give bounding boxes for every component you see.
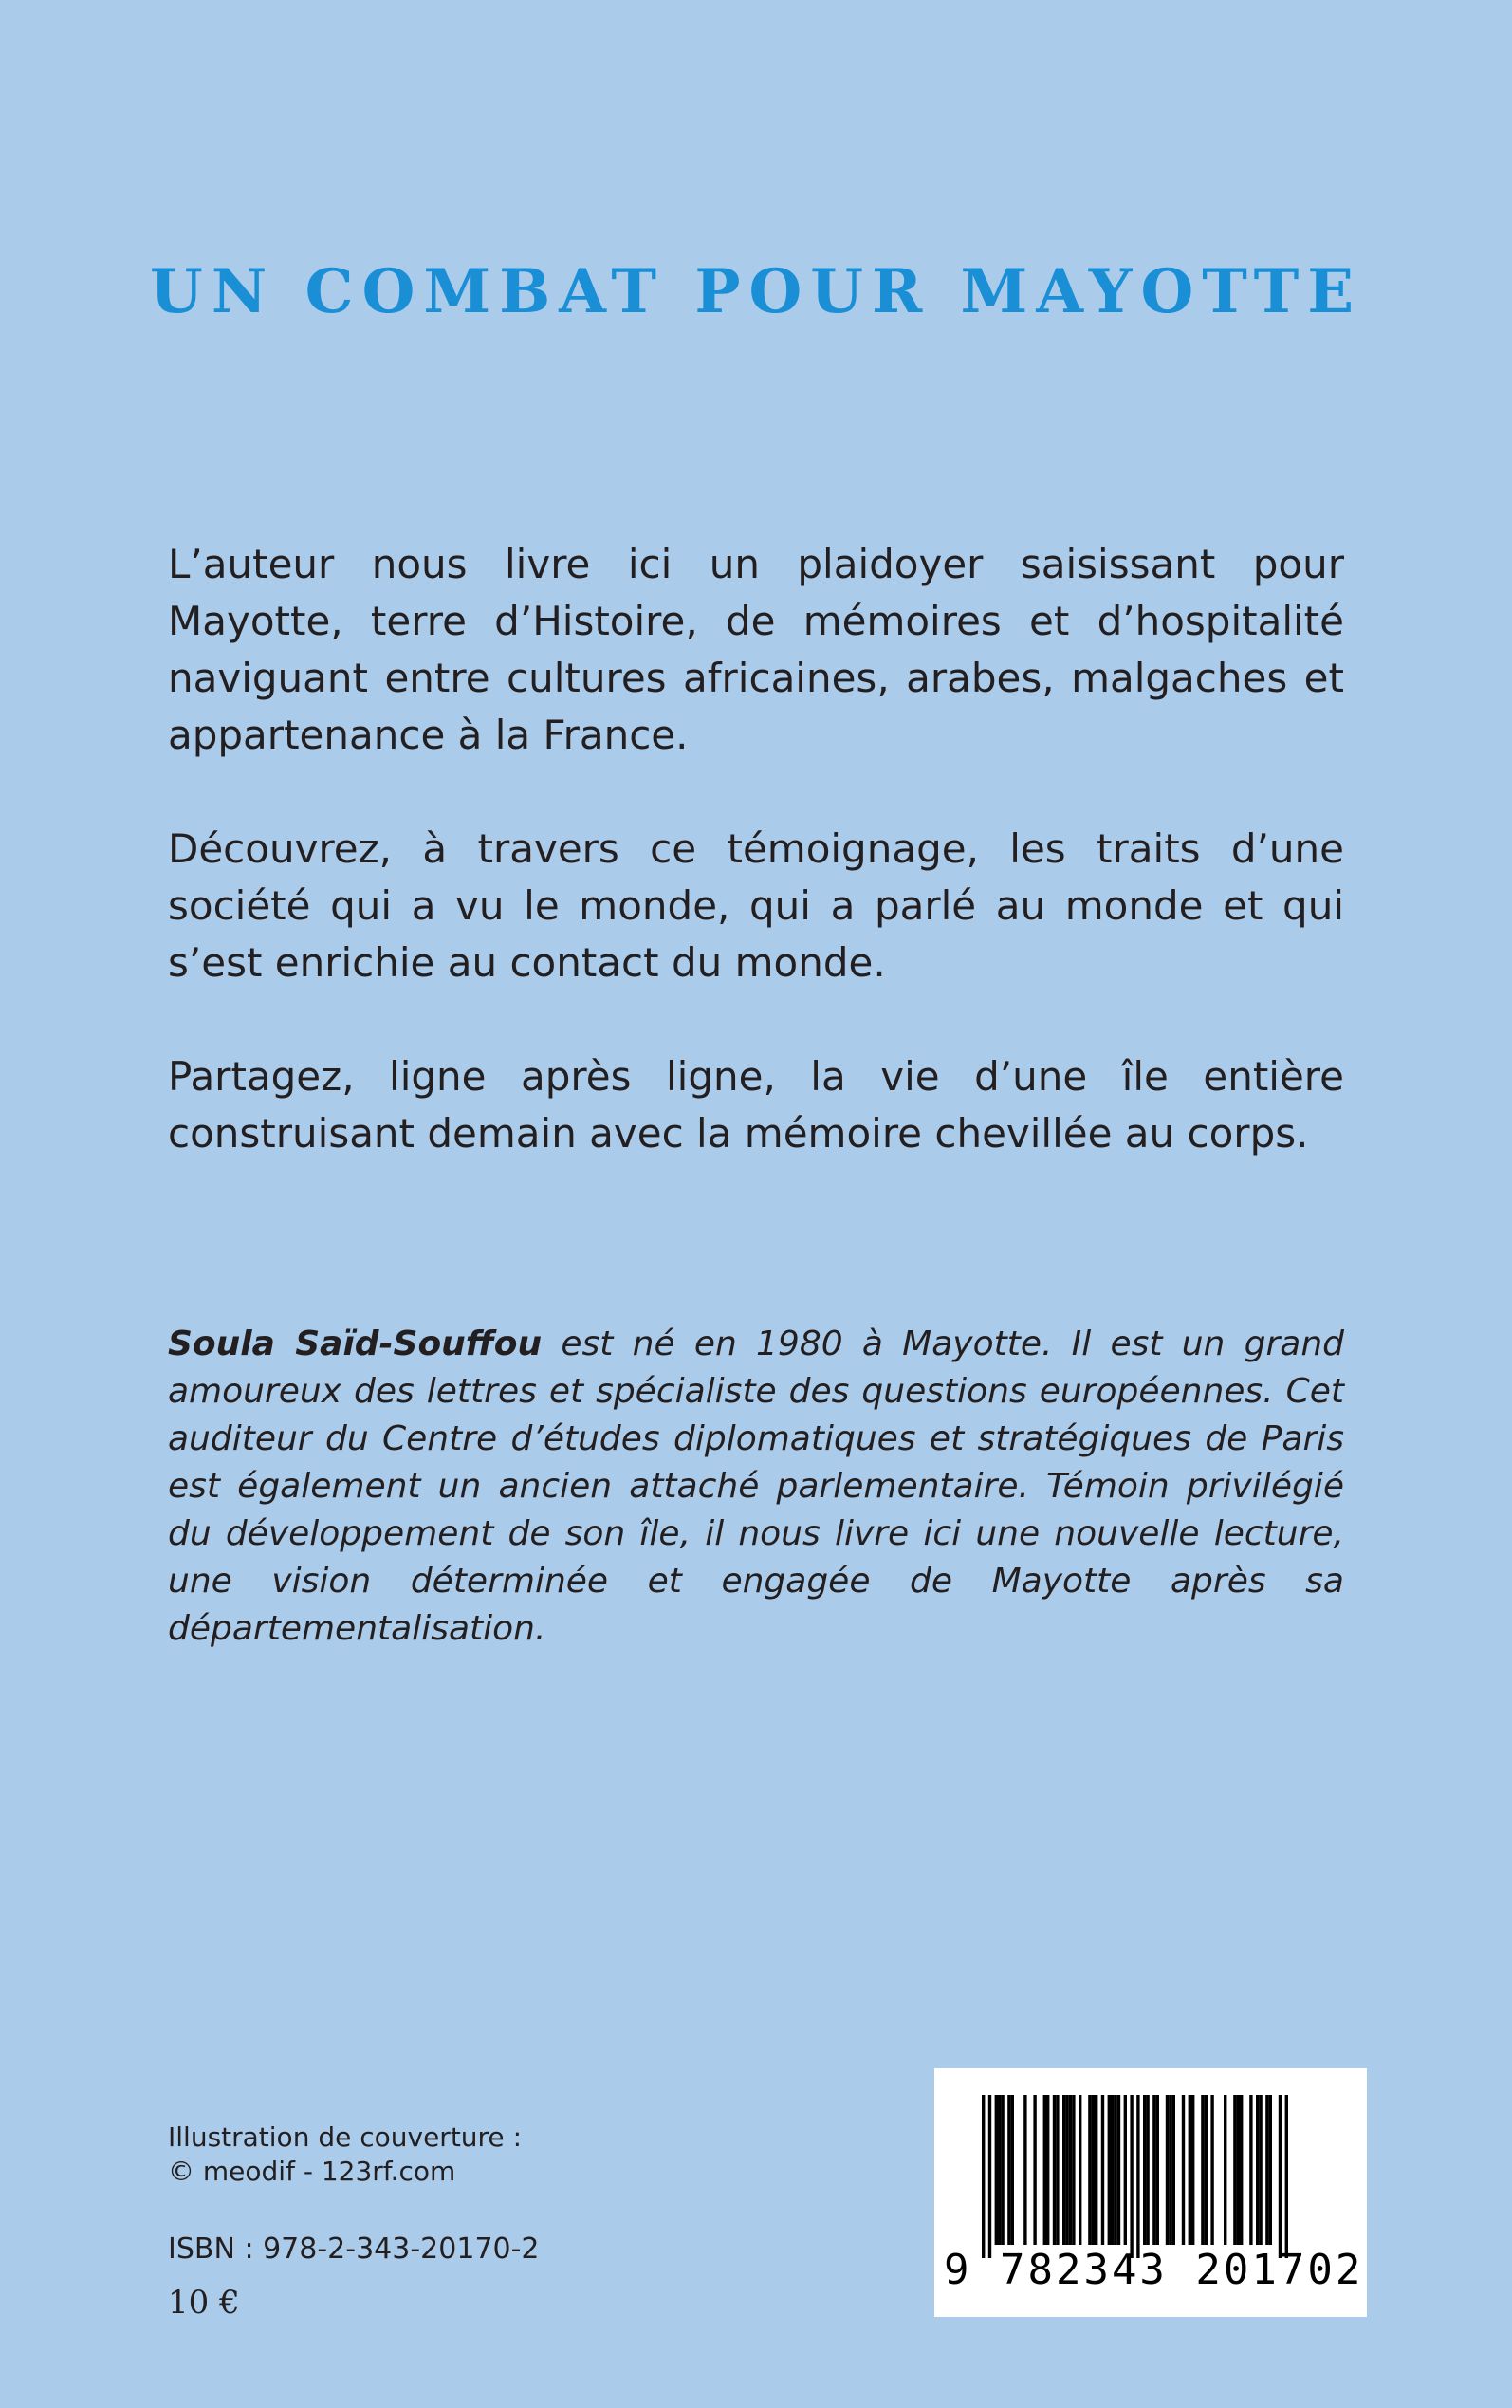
- illustration-credit: [168, 2121, 522, 2189]
- barcode-bar: [1007, 2095, 1010, 2245]
- credit-line-1: Illustration de couverture :: [168, 2121, 522, 2153]
- barcode-bar: [1210, 2095, 1213, 2245]
- barcode-bar: [1053, 2095, 1056, 2245]
- barcode-bar: [1092, 2095, 1095, 2245]
- credit-line-2: © meodif - 123rf.com: [168, 2156, 456, 2187]
- barcode-bar: [1169, 2095, 1171, 2245]
- barcode-bar: [1152, 2095, 1155, 2245]
- barcode-bar: [988, 2095, 991, 2258]
- barcode-bar: [1111, 2095, 1114, 2245]
- barcode-bar: [1001, 2095, 1004, 2245]
- barcode-bar: [1143, 2095, 1146, 2245]
- barcode-bar: [1233, 2095, 1236, 2245]
- book-title: UN COMBAT POUR MAYOTTE: [150, 256, 1362, 327]
- barcode-bar: [1117, 2095, 1120, 2245]
- barcode-bar: [1265, 2095, 1268, 2245]
- isbn: ISBN : 978-2-343-20170-2: [168, 2232, 540, 2266]
- barcode-bar: [1065, 2095, 1068, 2245]
- barcode-bar: [1191, 2095, 1194, 2245]
- barcode-bar: [1172, 2095, 1175, 2245]
- barcode-bar: [995, 2095, 998, 2245]
- barcode-bar: [1114, 2095, 1116, 2245]
- barcode-bar: [1205, 2095, 1208, 2245]
- barcode-bar: [1056, 2095, 1059, 2245]
- barcode-bar: [1124, 2095, 1127, 2245]
- barcode-bar: [1237, 2095, 1240, 2245]
- barcode-bar: [1189, 2095, 1191, 2245]
- barcode-bar: [1240, 2095, 1243, 2245]
- barcode-bar: [1079, 2095, 1081, 2245]
- price: 10 €: [168, 2284, 240, 2322]
- barcode-bar: [1046, 2095, 1049, 2245]
- barcode-bar: [1023, 2095, 1026, 2245]
- barcode-bar: [1279, 2095, 1282, 2258]
- barcode-bar: [1072, 2095, 1075, 2245]
- barcode-bar: [1095, 2095, 1097, 2245]
- barcode-bar: [1156, 2095, 1159, 2245]
- barcode-bar: [1069, 2095, 1072, 2245]
- barcode-bar: [1224, 2095, 1226, 2245]
- barcode-bar: [1249, 2095, 1252, 2245]
- barcode-digits: 9 782343 201702: [944, 2246, 1364, 2294]
- barcode-bar: [1062, 2095, 1065, 2245]
- barcode-bar: [1256, 2095, 1259, 2245]
- barcode-bar: [1108, 2095, 1111, 2245]
- barcode-bar: [1136, 2095, 1139, 2258]
- barcode-bar: [1285, 2095, 1288, 2258]
- barcode-bar: [1259, 2095, 1262, 2245]
- barcode-bar: [1043, 2095, 1046, 2245]
- barcode-bar: [1130, 2095, 1133, 2258]
- blurb-paragraph-3: Partagez, ligne après ligne, la vie d’une île entière construisant demain avec la mémoire chevillée au corps.: [168, 1053, 1344, 1157]
- barcode-bar: [1269, 2095, 1272, 2245]
- blurb-paragraph-1: L’auteur nous livre ici un plaidoyer saisissant pour Mayotte, terre d’Histoire, de mémoires et d’hospitalité naviguant entre cultures africaines, arabes, malgaches et appartenance à la France.: [168, 541, 1344, 758]
- barcode-bar: [1146, 2095, 1149, 2245]
- barcode-bar: [1166, 2095, 1169, 2245]
- blurb-paragraph-2: Découvrez, à travers ce témoignage, les traits d’une société qui a vu le monde, qui a parlé au monde et qui s’est enrichie au contact du monde.: [168, 825, 1344, 986]
- barcode-bar: [1201, 2095, 1204, 2245]
- barcode-bar: [998, 2095, 1001, 2245]
- barcode-bar: [1033, 2095, 1036, 2245]
- author-bio-text: est né en 1980 à Mayotte. Il est un grand amoureux des lettres et spécialiste des questions européennes. Cet auditeur du Centre d’études diplomatiques et stratégiques de Paris est également un ancien attaché parlementaire. Témoin privilégié du développement de son île, il nous livre ici une nouvelle lecture, une vision déterminée et engagée de Mayotte après sa départementalisation.: [168, 1324, 1344, 1648]
- author-bio: [168, 1321, 1344, 1653]
- barcode-bar: [982, 2095, 985, 2258]
- author-name: Soula Saïd-Souffou: [168, 1324, 543, 1363]
- barcode: [934, 2068, 1367, 2317]
- barcode-bar: [1101, 2095, 1104, 2245]
- barcode-bar: [1088, 2095, 1091, 2245]
- barcode-bar: [1011, 2095, 1014, 2245]
- barcode-bar: [1182, 2095, 1185, 2245]
